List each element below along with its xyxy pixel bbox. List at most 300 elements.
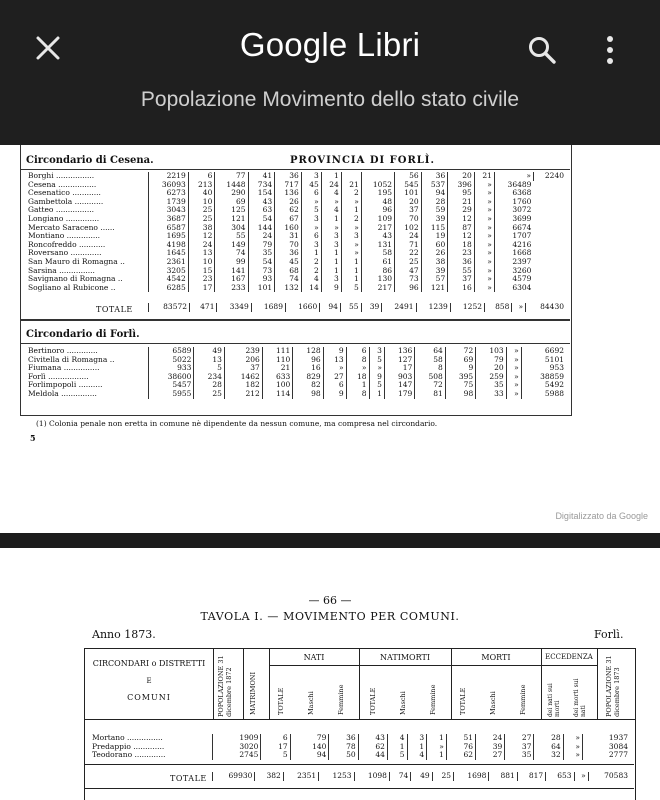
row-value: 36 <box>448 258 475 267</box>
total-value: 69930 <box>213 772 255 781</box>
row-value: 101 <box>395 189 422 198</box>
total-value: 471 <box>190 303 217 312</box>
row-value: 1 <box>321 172 341 181</box>
cesena-total-label: TOTALE <box>96 305 133 314</box>
row-value: 206 <box>224 356 262 365</box>
row-value: » <box>474 189 494 198</box>
row-value: 6 <box>323 381 346 390</box>
row-value: » <box>474 181 494 190</box>
row-value: 3699 <box>494 215 533 224</box>
row-value: 6587 <box>149 224 189 233</box>
row-value: » <box>341 224 361 233</box>
book-page-1[interactable] <box>0 145 660 533</box>
row-value: 55 <box>448 267 475 276</box>
row-value: » <box>323 364 346 373</box>
natimorti-maschi: Maschi <box>399 691 407 715</box>
row-value: 213 <box>188 181 215 190</box>
row-value: 69 <box>445 356 475 365</box>
row-value: 39 <box>476 743 505 752</box>
eccedenza-dei-nati: dei nati sui morti <box>547 683 561 717</box>
row-name: Mortano ............... <box>92 733 163 742</box>
row-value: 903 <box>384 373 414 382</box>
row-value: 26 <box>421 249 448 258</box>
row-value: 24 <box>321 181 341 190</box>
page2-rows <box>90 734 630 760</box>
row-value: 4216 <box>494 241 533 250</box>
total-value: 1689 <box>251 303 285 312</box>
row-name: Predappio ............. <box>92 741 165 751</box>
row-value: 37 <box>395 206 422 215</box>
row-value: » <box>563 743 582 752</box>
row-value: 54 <box>248 215 275 224</box>
row-value: 17 <box>384 364 414 373</box>
row-value: 2397 <box>494 258 533 267</box>
row-value: 6692 <box>521 347 566 356</box>
row-value: 70 <box>395 215 422 224</box>
divider <box>84 764 634 765</box>
row-value: 25 <box>194 390 224 399</box>
row-value: 45 <box>301 181 321 190</box>
province-label: Forlì. <box>594 628 624 641</box>
total-value: 653 <box>546 772 574 781</box>
row-value: 537 <box>421 181 448 190</box>
row-value: 19 <box>421 232 448 241</box>
row-value: 195 <box>361 189 394 198</box>
row-value: 22 <box>395 249 422 258</box>
row-value: 35 <box>505 751 534 760</box>
row-value: 131 <box>361 241 394 250</box>
row-value: » <box>301 198 321 207</box>
row-value: 147 <box>384 381 414 390</box>
row-value: 160 <box>275 224 302 233</box>
total-value: 49 <box>411 772 432 781</box>
row-value: 94 <box>290 751 329 760</box>
row-value: 1 <box>369 390 384 399</box>
row-value: 76 <box>446 743 475 752</box>
page-number: — 66 — <box>308 594 352 607</box>
row-value: 5457 <box>149 381 194 390</box>
morti-totale: TOTALE <box>459 687 467 715</box>
row-value: 6368 <box>494 189 533 198</box>
row-value: 10 <box>188 258 215 267</box>
row-value: 141 <box>215 267 248 276</box>
row-value: 12 <box>188 232 215 241</box>
row-value: 304 <box>215 224 248 233</box>
header-comuni: COMUNI <box>127 693 171 702</box>
row-value: » <box>474 284 494 293</box>
row-value: 1 <box>321 267 341 276</box>
total-value: 2351 <box>283 772 318 781</box>
row-value: 72 <box>445 347 475 356</box>
total-value: 1098 <box>354 772 389 781</box>
circondario-forli-title: Circondario di Forlì. <box>26 329 140 340</box>
row-value: 2361 <box>149 258 189 267</box>
row-value: 67 <box>275 215 302 224</box>
row-value: 35 <box>476 381 506 390</box>
row-value: 1739 <box>149 198 189 207</box>
row-value: 96 <box>395 284 422 293</box>
row-name: Bertinoro ............. <box>28 346 98 355</box>
row-value: 829 <box>293 373 323 382</box>
row-value: 233 <box>215 284 248 293</box>
row-value: 73 <box>248 267 275 276</box>
row-value: 5101 <box>521 356 566 365</box>
row-value: 9 <box>369 373 384 382</box>
row-value: 43 <box>361 232 394 241</box>
row-value: 5 <box>341 284 361 293</box>
row-value: 1707 <box>494 232 533 241</box>
row-value: 5988 <box>521 390 566 399</box>
tavola-title: TAVOLA I. — MOVIMENTO PER COMUNI. <box>200 610 460 623</box>
row-value: 102 <box>395 224 422 233</box>
row-value: 21 <box>474 172 494 181</box>
row-value: 6589 <box>149 347 194 356</box>
row-value: » <box>506 356 521 365</box>
total-value: 25 <box>432 772 453 781</box>
morti-maschi: Maschi <box>489 691 497 715</box>
row-value: 62 <box>446 751 475 760</box>
row-value: 98 <box>293 390 323 399</box>
total-value: 83572 <box>149 303 190 312</box>
footnote: (1) Colonia penale non eretta in comune nè dipendente da nessun comune, ma compresa nel circondario. <box>36 419 438 428</box>
row-value: 20 <box>395 198 422 207</box>
row-value: 74 <box>215 249 248 258</box>
row-value: 75 <box>445 381 475 390</box>
row-value: 1 <box>387 743 407 752</box>
row-value: 40 <box>188 189 215 198</box>
row-value: 56 <box>395 172 422 181</box>
row-value: 259 <box>476 373 506 382</box>
row-value: 4 <box>321 189 341 198</box>
row-value: » <box>474 258 494 267</box>
row-value: 60 <box>421 241 448 250</box>
row-value: 110 <box>262 356 292 365</box>
row-value: 20 <box>476 364 506 373</box>
row-value: 121 <box>215 215 248 224</box>
header-circondari: CIRCONDARI o DISTRETTI <box>92 659 206 668</box>
row-value: 9 <box>445 364 475 373</box>
row-value: 1 <box>427 751 447 760</box>
row-value: » <box>494 172 533 181</box>
total-value: 1252 <box>450 303 484 312</box>
row-value: » <box>474 249 494 258</box>
row-value: » <box>474 206 494 215</box>
row-value: 3260 <box>494 267 533 276</box>
row-value: » <box>474 232 494 241</box>
row-value: 1937 <box>582 734 630 743</box>
row-value: 5 <box>301 206 321 215</box>
row-name: Mercato Saraceno ...... <box>28 222 115 232</box>
row-name: San Mauro di Romagna .. <box>28 256 125 266</box>
row-value: 3205 <box>149 267 189 276</box>
row-value: 1909 <box>213 734 261 743</box>
total-value: 39 <box>361 303 382 312</box>
row-value: » <box>474 198 494 207</box>
row-value: » <box>369 364 384 373</box>
row-value: 5 <box>369 381 384 390</box>
row-value: 24 <box>248 232 275 241</box>
row-value: 17 <box>188 284 215 293</box>
row-value: 55 <box>215 232 248 241</box>
row-value: 1668 <box>494 249 533 258</box>
row-value: 96 <box>361 206 394 215</box>
total-value: 2491 <box>382 303 416 312</box>
row-value: 31 <box>275 232 302 241</box>
row-value: 50 <box>329 751 358 760</box>
row-value: 79 <box>476 356 506 365</box>
row-value: 36 <box>275 249 302 258</box>
row-value: 3 <box>369 347 384 356</box>
row-value: 24 <box>476 734 505 743</box>
row-value: 63 <box>248 206 275 215</box>
row-value: 17 <box>261 743 290 752</box>
row-value: 36 <box>275 172 302 181</box>
row-value: 81 <box>415 390 445 399</box>
row-value: 72 <box>415 381 445 390</box>
row-value: 154 <box>248 189 275 198</box>
page2-total-row <box>90 772 630 781</box>
row-value: » <box>427 743 447 752</box>
row-value: 45 <box>275 258 302 267</box>
row-value: 25 <box>188 206 215 215</box>
row-value: 734 <box>248 181 275 190</box>
row-value: 6273 <box>149 189 189 198</box>
row-value: » <box>341 241 361 250</box>
row-value: 71 <box>395 241 422 250</box>
row-value: 78 <box>329 743 358 752</box>
row-value: » <box>506 347 521 356</box>
row-value: 18 <box>448 241 475 250</box>
row-value: » <box>474 275 494 284</box>
row-value: 8 <box>346 390 369 399</box>
table-row <box>26 356 566 365</box>
header-matrimoni: MATRIMONI <box>249 671 257 715</box>
row-value: 58 <box>415 356 445 365</box>
row-value: 115 <box>421 224 448 233</box>
row-value: 3 <box>407 734 427 743</box>
row-value: 6 <box>261 734 290 743</box>
nati-maschi: Maschi <box>307 691 315 715</box>
row-value: 14 <box>301 284 321 293</box>
row-value: 37 <box>224 364 262 373</box>
total-row <box>26 303 566 312</box>
total-spacer <box>90 772 213 781</box>
row-value: 37 <box>448 275 475 284</box>
row-value: 13 <box>194 356 224 365</box>
table-row <box>26 284 566 293</box>
row-value: 28 <box>534 734 563 743</box>
row-value: 132 <box>275 284 302 293</box>
row-value: 1 <box>341 267 361 276</box>
row-value: 98 <box>445 390 475 399</box>
row-value: 47 <box>395 267 422 276</box>
row-value: 103 <box>476 347 506 356</box>
table-row <box>26 390 566 399</box>
row-value: 43 <box>358 734 387 743</box>
row-value: 99 <box>215 258 248 267</box>
row-value: 4 <box>321 206 341 215</box>
row-value: 125 <box>215 206 248 215</box>
row-value: 1 <box>321 258 341 267</box>
row-value: 36093 <box>149 181 189 190</box>
row-value: 23 <box>448 249 475 258</box>
row-name: Civitella di Romagna .. <box>28 354 115 364</box>
app-title: Google Libri <box>239 26 421 63</box>
row-value: 13 <box>188 249 215 258</box>
row-value: 3 <box>301 172 321 181</box>
row-name: Cesenatico ............ <box>28 188 101 198</box>
row-value: 217 <box>361 284 394 293</box>
row-value: 3 <box>301 215 321 224</box>
total-row <box>90 772 630 781</box>
province-title: PROVINCIA DI FORLÌ. <box>290 155 435 166</box>
row-value: 62 <box>275 206 302 215</box>
row-value: 21 <box>341 181 361 190</box>
book-title: Popolazione Movimento dello stato civile <box>140 88 520 111</box>
row-value: 24 <box>395 232 422 241</box>
row-value: 9 <box>323 390 346 399</box>
row-value: 508 <box>415 373 445 382</box>
row-value: 633 <box>262 373 292 382</box>
row-value: 396 <box>448 181 475 190</box>
row-value: 79 <box>248 241 275 250</box>
row-value: 5492 <box>521 381 566 390</box>
row-value: 95 <box>448 189 475 198</box>
row-value: 182 <box>224 381 262 390</box>
row-value: 1645 <box>149 249 189 258</box>
row-name: Roversano ............. <box>28 248 102 258</box>
row-value: » <box>321 198 341 207</box>
row-value: 87 <box>448 224 475 233</box>
row-value: 33 <box>476 390 506 399</box>
row-value: 13 <box>323 356 346 365</box>
row-value: » <box>506 373 521 382</box>
header-morti: MORTI <box>481 653 511 662</box>
table-row <box>90 751 630 760</box>
row-value: 136 <box>384 347 414 356</box>
row-value: 6304 <box>494 284 533 293</box>
total-value: 74 <box>389 772 410 781</box>
header-popolazione-1873: POPOLAZIONE 31 dicembre 1873 <box>605 655 621 717</box>
row-value: 6674 <box>494 224 533 233</box>
total-value: 55 <box>340 303 361 312</box>
row-value: 61 <box>361 258 394 267</box>
row-value: 38 <box>188 224 215 233</box>
table-row <box>90 734 630 743</box>
row-value: 5 <box>387 751 407 760</box>
row-value: 111 <box>262 347 292 356</box>
row-value: 27 <box>323 373 346 382</box>
row-value: 167 <box>215 275 248 284</box>
row-value: 1448 <box>215 181 248 190</box>
row-value: 1760 <box>494 198 533 207</box>
row-value: 28 <box>194 381 224 390</box>
divider <box>20 343 570 344</box>
row-value: » <box>346 364 369 373</box>
row-value: 9 <box>321 284 341 293</box>
row-value: 25 <box>188 215 215 224</box>
row-value: 73 <box>395 275 422 284</box>
row-value: 24 <box>188 241 215 250</box>
row-value: » <box>563 734 582 743</box>
header-natimorti: NATIMORTI <box>380 653 430 662</box>
row-value: 58 <box>361 249 394 258</box>
row-value: 3043 <box>149 206 189 215</box>
row-value: 26 <box>275 198 302 207</box>
divider <box>20 169 570 170</box>
row-value: 3 <box>321 275 341 284</box>
row-value: 144 <box>248 224 275 233</box>
table-header <box>84 648 636 720</box>
row-value: » <box>506 390 521 399</box>
row-value: 6285 <box>149 284 189 293</box>
row-value: 12 <box>448 232 475 241</box>
table-row <box>90 743 630 752</box>
row-name: Forlì ................. <box>28 371 89 381</box>
row-name: Roncofreddo ........... <box>28 239 106 249</box>
row-value: 23 <box>188 275 215 284</box>
row-name: Gatteo ................ <box>28 205 94 215</box>
row-value: 18 <box>346 373 369 382</box>
row-value: 1 <box>341 258 361 267</box>
row-value: 64 <box>534 743 563 752</box>
row-value: 36 <box>421 172 448 181</box>
more-vert-icon[interactable] <box>598 30 622 70</box>
page2-total-label: TOTALE <box>170 774 207 783</box>
row-value: 15 <box>188 267 215 276</box>
row-name: Teodorano ............. <box>92 750 166 760</box>
natimorti-totale: TOTALE <box>369 687 377 715</box>
row-value: 212 <box>224 390 262 399</box>
row-value: 51 <box>446 734 475 743</box>
row-value: 70 <box>275 241 302 250</box>
row-value: 6 <box>301 232 321 241</box>
row-value: 239 <box>224 347 262 356</box>
row-value: 136 <box>275 189 302 198</box>
row-value: 100 <box>262 381 292 390</box>
row-name: Forlimpopoli .......... <box>28 380 103 390</box>
circondario-cesena-title: Circondario di Cesena. <box>26 155 154 166</box>
forli-table <box>26 347 566 399</box>
total-value: 1239 <box>416 303 450 312</box>
anno-label: Anno 1873. <box>92 628 156 641</box>
search-icon[interactable] <box>522 30 562 70</box>
row-value: 6 <box>346 347 369 356</box>
row-value: » <box>563 751 582 760</box>
row-value: 4 <box>407 751 427 760</box>
row-value: 101 <box>248 284 275 293</box>
total-value: » <box>574 772 588 781</box>
book-page-2[interactable] <box>0 548 660 800</box>
row-value: 179 <box>384 390 414 399</box>
row-value: 12 <box>448 215 475 224</box>
row-value: 4198 <box>149 241 189 250</box>
natimorti-femmine: Femmine <box>429 684 437 715</box>
row-value: 4 <box>301 275 321 284</box>
row-value: 4542 <box>149 275 189 284</box>
row-value: 21 <box>262 364 292 373</box>
header-eccedenza: ECCEDENZA <box>545 653 593 661</box>
header-nati: NATI <box>303 653 325 662</box>
row-value: 290 <box>215 189 248 198</box>
total-value: 3349 <box>217 303 251 312</box>
row-name: Montiano .............. <box>28 231 101 241</box>
total-value: 84430 <box>526 303 566 312</box>
total-value: 1698 <box>454 772 489 781</box>
row-value: 6 <box>301 189 321 198</box>
row-value: 44 <box>358 751 387 760</box>
total-value: » <box>512 303 526 312</box>
